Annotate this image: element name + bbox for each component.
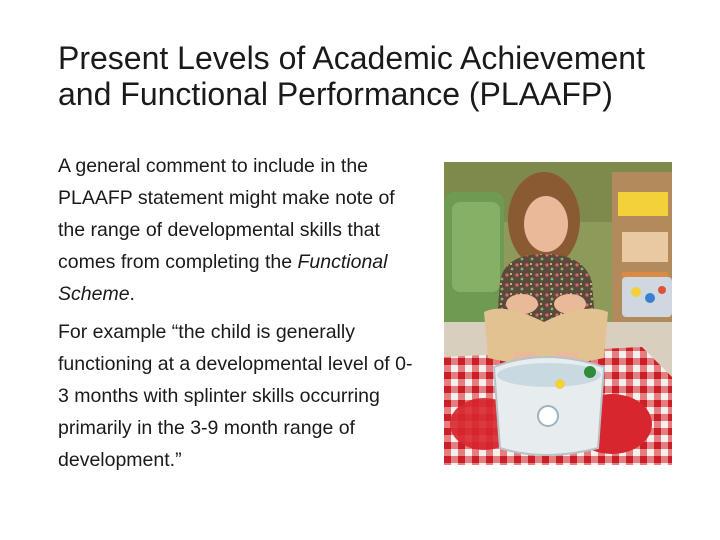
child-photo	[444, 162, 672, 465]
paragraph-1-text: A general comment to include in the PLAAFP statement might make note of the range of developmental skills that comes from completing the	[58, 155, 395, 273]
title-line-2: and Functional Performance (PLAAFP)	[58, 76, 613, 112]
body-text	[58, 150, 418, 482]
paragraph-1	[58, 150, 418, 310]
functional-scheme-term: Functional Scheme	[58, 251, 388, 305]
photo-child-foot-spa-icon	[444, 162, 672, 465]
slide-title	[58, 40, 698, 112]
paragraph-2: For example “the child is generally functioning at a developmental level of 0-3 months with splinter skills occurring primarily in the 3-9 month range of development.”	[58, 321, 413, 471]
title-line-1: Present Levels of Academic Achievement	[58, 40, 645, 76]
paragraph-1-end: .	[129, 283, 135, 305]
